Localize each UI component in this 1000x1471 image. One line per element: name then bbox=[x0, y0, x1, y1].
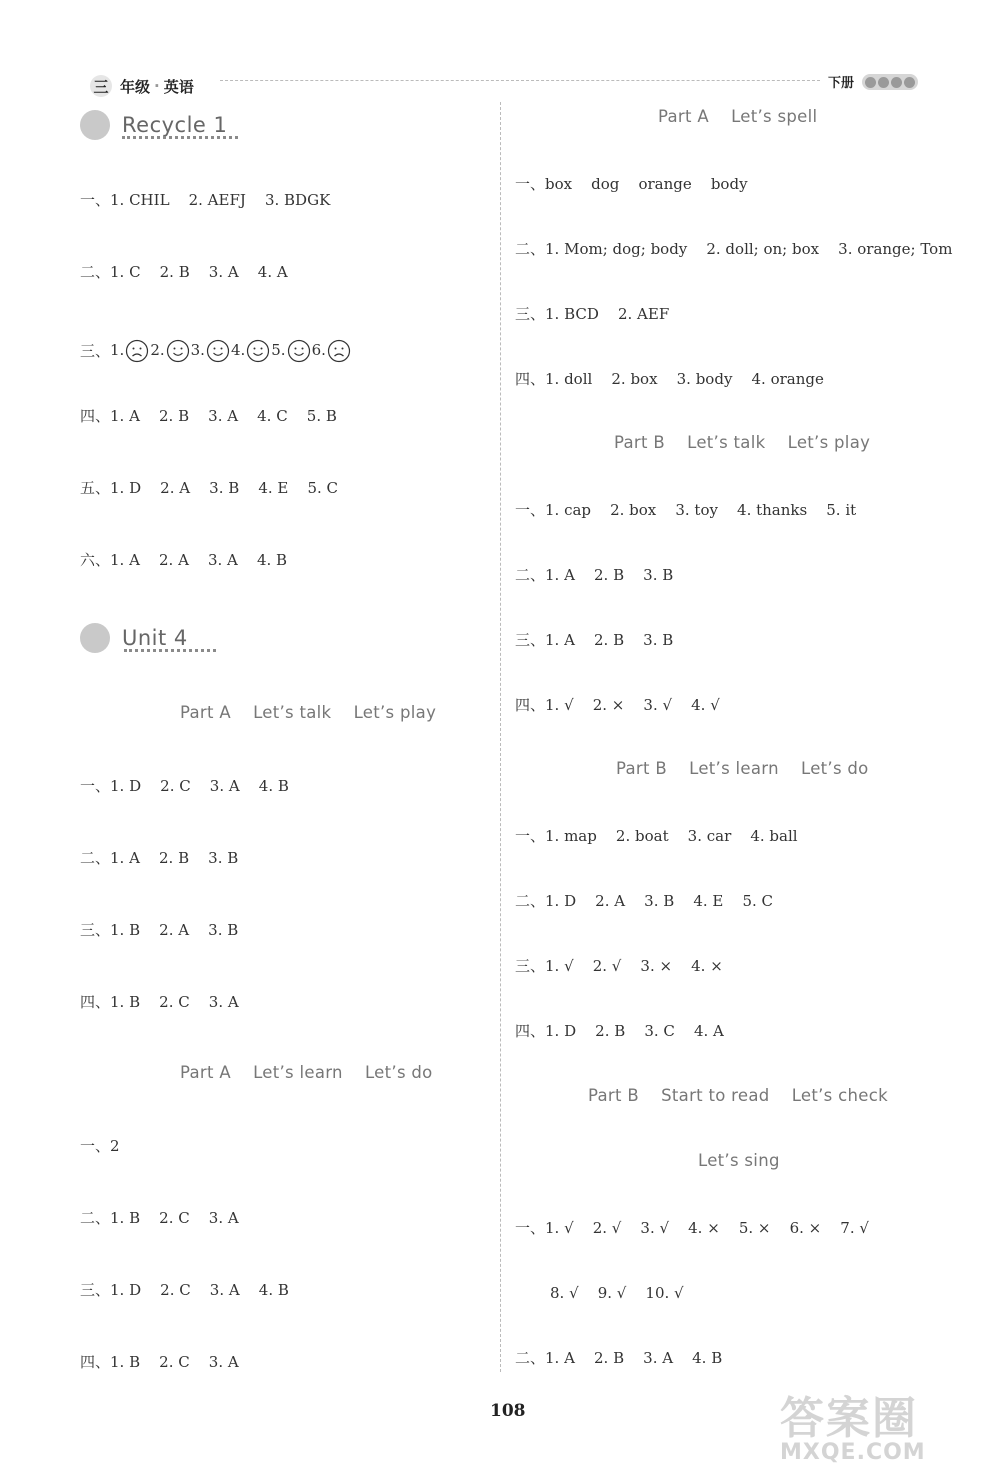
answer-row: 六、1. A 2. A 3. A 4. B bbox=[80, 551, 288, 569]
face-item: 1. bbox=[110, 339, 150, 363]
answer-row: 一、2 bbox=[80, 1137, 120, 1155]
answer-row: 一、1. cap 2. box 3. toy 4. thanks 5. it bbox=[515, 501, 857, 519]
watermark-url: MXQE.COM bbox=[780, 1440, 926, 1465]
answer-row: 一、box dog orange body bbox=[515, 175, 748, 193]
subject-label: 英语 bbox=[163, 77, 194, 96]
face-item: 2. bbox=[150, 339, 190, 363]
answer-row: 二、1. A 2. B 3. A 4. B bbox=[515, 1349, 723, 1367]
answer-row: 二、1. Mom; dog; body 2. doll; on; box 3. orange; Tom bbox=[515, 240, 953, 258]
answer-row: 三、1. √ 2. √ 3. × 4. × bbox=[515, 957, 723, 975]
header-grade bbox=[90, 75, 194, 97]
face-item: 4. bbox=[231, 339, 271, 363]
answer-row: 二、1. B 2. C 3. A bbox=[80, 1209, 239, 1227]
answer-row: 四、1. B 2. C 3. A bbox=[80, 993, 239, 1011]
row-prefix: 三、 bbox=[80, 342, 111, 360]
answer-row: 四、1. B 2. C 3. A bbox=[80, 1353, 239, 1371]
answer-row: 四、1. doll 2. box 3. body 4. orange bbox=[515, 370, 824, 388]
answer-row: 四、1. A 2. B 3. A 4. C 5. B bbox=[80, 407, 337, 425]
part-title: Part B Let’s talk Let’s play bbox=[614, 433, 871, 452]
happy-face-icon bbox=[287, 339, 311, 363]
happy-face-icon bbox=[246, 339, 270, 363]
separator-dot: · bbox=[154, 77, 160, 95]
section-bullet-icon bbox=[80, 110, 110, 140]
face-item: 5. bbox=[271, 339, 311, 363]
answer-row-faces bbox=[80, 339, 352, 363]
page-number: 108 bbox=[490, 1401, 526, 1421]
answer-row: 一、1. √ 2. √ 3. √ 4. × 5. × 6. × 7. √ bbox=[515, 1219, 869, 1237]
grade-label: 年级 bbox=[120, 77, 151, 96]
happy-face-icon bbox=[166, 339, 190, 363]
column-divider bbox=[500, 102, 501, 1372]
section-underline bbox=[124, 649, 216, 654]
part-title: Part A Let’s learn Let’s do bbox=[180, 1063, 433, 1082]
answer-row: 一、1. D 2. C 3. A 4. B bbox=[80, 777, 289, 795]
answer-row: 四、1. √ 2. × 3. √ 4. √ bbox=[515, 696, 720, 714]
answer-row: 二、1. A 2. B 3. B bbox=[80, 849, 239, 867]
section-bullet-icon bbox=[80, 623, 110, 653]
part-title: Part A Let’s spell bbox=[658, 107, 818, 126]
part-title: Part B Start to read Let’s check bbox=[588, 1086, 888, 1105]
answer-row: 二、1. A 2. B 3. B bbox=[515, 566, 674, 584]
answer-row: 二、1. C 2. B 3. A 4. A bbox=[80, 263, 288, 281]
answer-row: 四、1. D 2. B 3. C 4. A bbox=[515, 1022, 724, 1040]
sad-face-icon bbox=[125, 339, 149, 363]
volume-label: 下册 bbox=[828, 76, 855, 91]
face-item: 6. bbox=[312, 339, 352, 363]
watermark-text: 答案圈 bbox=[780, 1393, 918, 1444]
answer-row: 8. √ 9. √ 10. √ bbox=[550, 1284, 684, 1302]
happy-face-icon bbox=[206, 339, 230, 363]
part-subtitle: Let’s sing bbox=[698, 1151, 780, 1170]
answer-row: 三、1. B 2. A 3. B bbox=[80, 921, 239, 939]
answer-row: 三、1. BCD 2. AEF bbox=[515, 305, 670, 323]
face-item: 3. bbox=[191, 339, 231, 363]
section-title: Unit 4 bbox=[122, 626, 188, 650]
watermark-logo bbox=[780, 1382, 990, 1467]
header-rule bbox=[220, 80, 820, 81]
answer-row: 三、1. D 2. C 3. A 4. B bbox=[80, 1281, 289, 1299]
brand-badge-icon bbox=[862, 74, 918, 90]
answer-row: 一、1. CHIL 2. AEFJ 3. BDGK bbox=[80, 191, 331, 209]
answer-row: 一、1. map 2. boat 3. car 4. ball bbox=[515, 827, 798, 845]
part-title: Part B Let’s learn Let’s do bbox=[616, 759, 869, 778]
answer-row: 二、1. D 2. A 3. B 4. E 5. C bbox=[515, 892, 773, 910]
sad-face-icon bbox=[327, 339, 351, 363]
section-title: Recycle 1 bbox=[122, 113, 228, 137]
answer-row: 三、1. A 2. B 3. B bbox=[515, 631, 674, 649]
section-underline bbox=[122, 136, 238, 141]
answer-row: 五、1. D 2. A 3. B 4. E 5. C bbox=[80, 479, 338, 497]
grade-number: 三 bbox=[90, 75, 112, 97]
part-title: Part A Let’s talk Let’s play bbox=[180, 703, 437, 722]
